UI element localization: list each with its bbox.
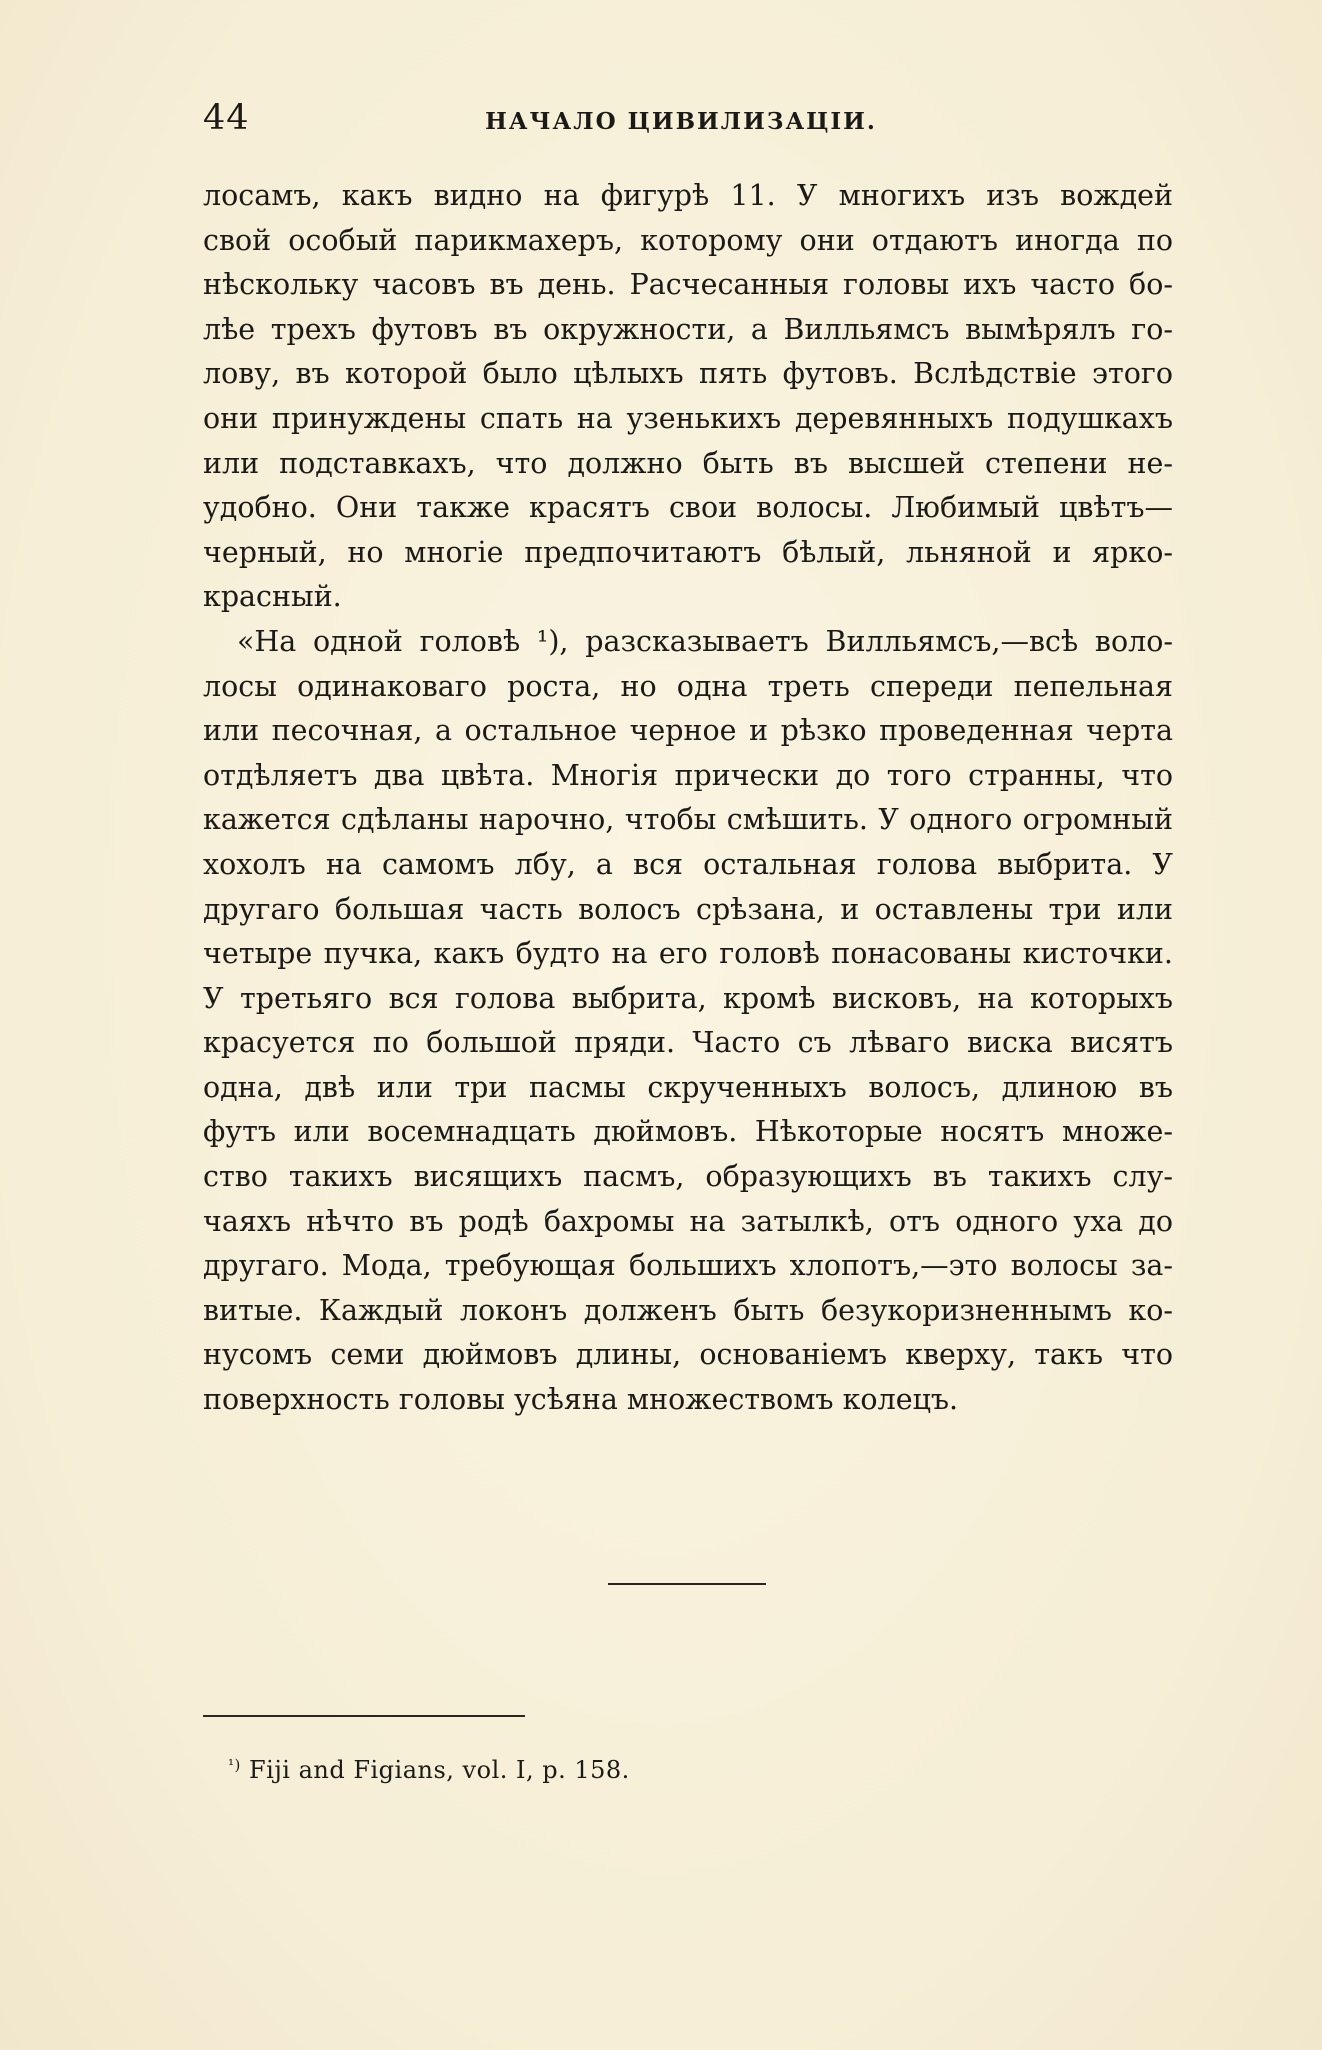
text-line: удобно. Они также красятъ свои волосы. Любимый цвѣтъ—	[203, 491, 1173, 525]
text-line: отдѣляетъ два цвѣта. Многiя прически до того странны, что	[203, 758, 1173, 792]
text-line: другаго большая часть волосъ срѣзана, и оставлены три или	[203, 892, 1173, 926]
text-line: лосамъ, какъ видно на фигурѣ 11. У многихъ изъ вождей	[203, 179, 1173, 212]
text-line: ство такихъ висящихъ пасмъ, образующихъ въ такихъ слу-	[203, 1160, 1173, 1194]
text-line: лову, въ которой было цѣлыхъ пять футовъ. Вслѣдствiе этого	[203, 357, 1173, 391]
footnote-text: Fiji and Figians, vol. I, p. 158.	[249, 1756, 630, 1784]
page-number: 44	[203, 98, 250, 138]
footnote-marker: ¹)	[228, 1756, 241, 1774]
text-line: У третьяго вся голова выбрита, кромѣ висковъ, на которыхъ	[203, 981, 1173, 1015]
section-divider	[608, 1583, 766, 1585]
running-head: НАЧАЛО ЦИВИЛИЗАЦIИ.	[485, 108, 877, 135]
text-line: другаго. Мода, требующая большихъ хлопотъ,—это волосы за-	[203, 1249, 1173, 1283]
text-line: четыре пучка, какъ будто на его головѣ понасованы кисточки.	[203, 937, 1173, 971]
text-line: поверхность головы усѣяна множествомъ колецъ.	[203, 1383, 959, 1417]
text-line: красуется по большой пряди. Часто съ лѣваго виска висятъ	[203, 1026, 1173, 1060]
text-line: лѣе трехъ футовъ въ окружности, а Вилльямсъ вымѣрялъ го-	[203, 312, 1173, 346]
text-line: или песочная, а остальное черное и рѣзко проведенная черта	[203, 714, 1173, 748]
text-line: нѣскольку часовъ въ день. Расчесанныя головы ихъ часто бо-	[203, 268, 1173, 302]
text-line: свой особый парикмахеръ, которому они отдаютъ иногда по	[203, 223, 1173, 257]
text-line: лосы одинаковаго роста, но одна треть спереди пепельная	[203, 669, 1173, 703]
text-line: кажется сдѣланы нарочно, чтобы смѣшить. У одного огромный	[203, 803, 1173, 837]
footnote	[228, 1756, 630, 1784]
text-line: одна, двѣ или три пасмы скрученныхъ волосъ, длиною въ	[203, 1070, 1173, 1104]
text-line: хохолъ на самомъ лбу, а вся остальная голова выбрита. У	[203, 847, 1173, 881]
text-line: нусомъ семи дюймовъ длины, основанiемъ кверху, такъ что	[203, 1338, 1173, 1372]
text-line: витые. Каждый локонъ долженъ быть безукоризненнымъ ко-	[203, 1293, 1173, 1327]
text-line: или подставкахъ, что должно быть въ высшей степени не-	[203, 446, 1173, 480]
footnote-rule	[203, 1715, 525, 1717]
text-line: футъ или восемнадцать дюймовъ. Нѣкоторые носятъ множе-	[203, 1115, 1173, 1149]
text-line: они принуждены спать на узенькихъ деревянныхъ подушкахъ	[203, 401, 1173, 435]
text-line: чаяхъ нѣчто въ родѣ бахромы на затылкѣ, отъ одного уха до	[203, 1204, 1173, 1238]
text-line: «На одной головѣ ¹), разсказываетъ Вилльямсъ,—всѣ воло-	[237, 624, 1173, 658]
text-line: черный, но многiе предпочитаютъ бѣлый, льняной и ярко-	[203, 535, 1173, 569]
text-line: красный.	[203, 580, 342, 614]
body-text	[203, 174, 1173, 1423]
